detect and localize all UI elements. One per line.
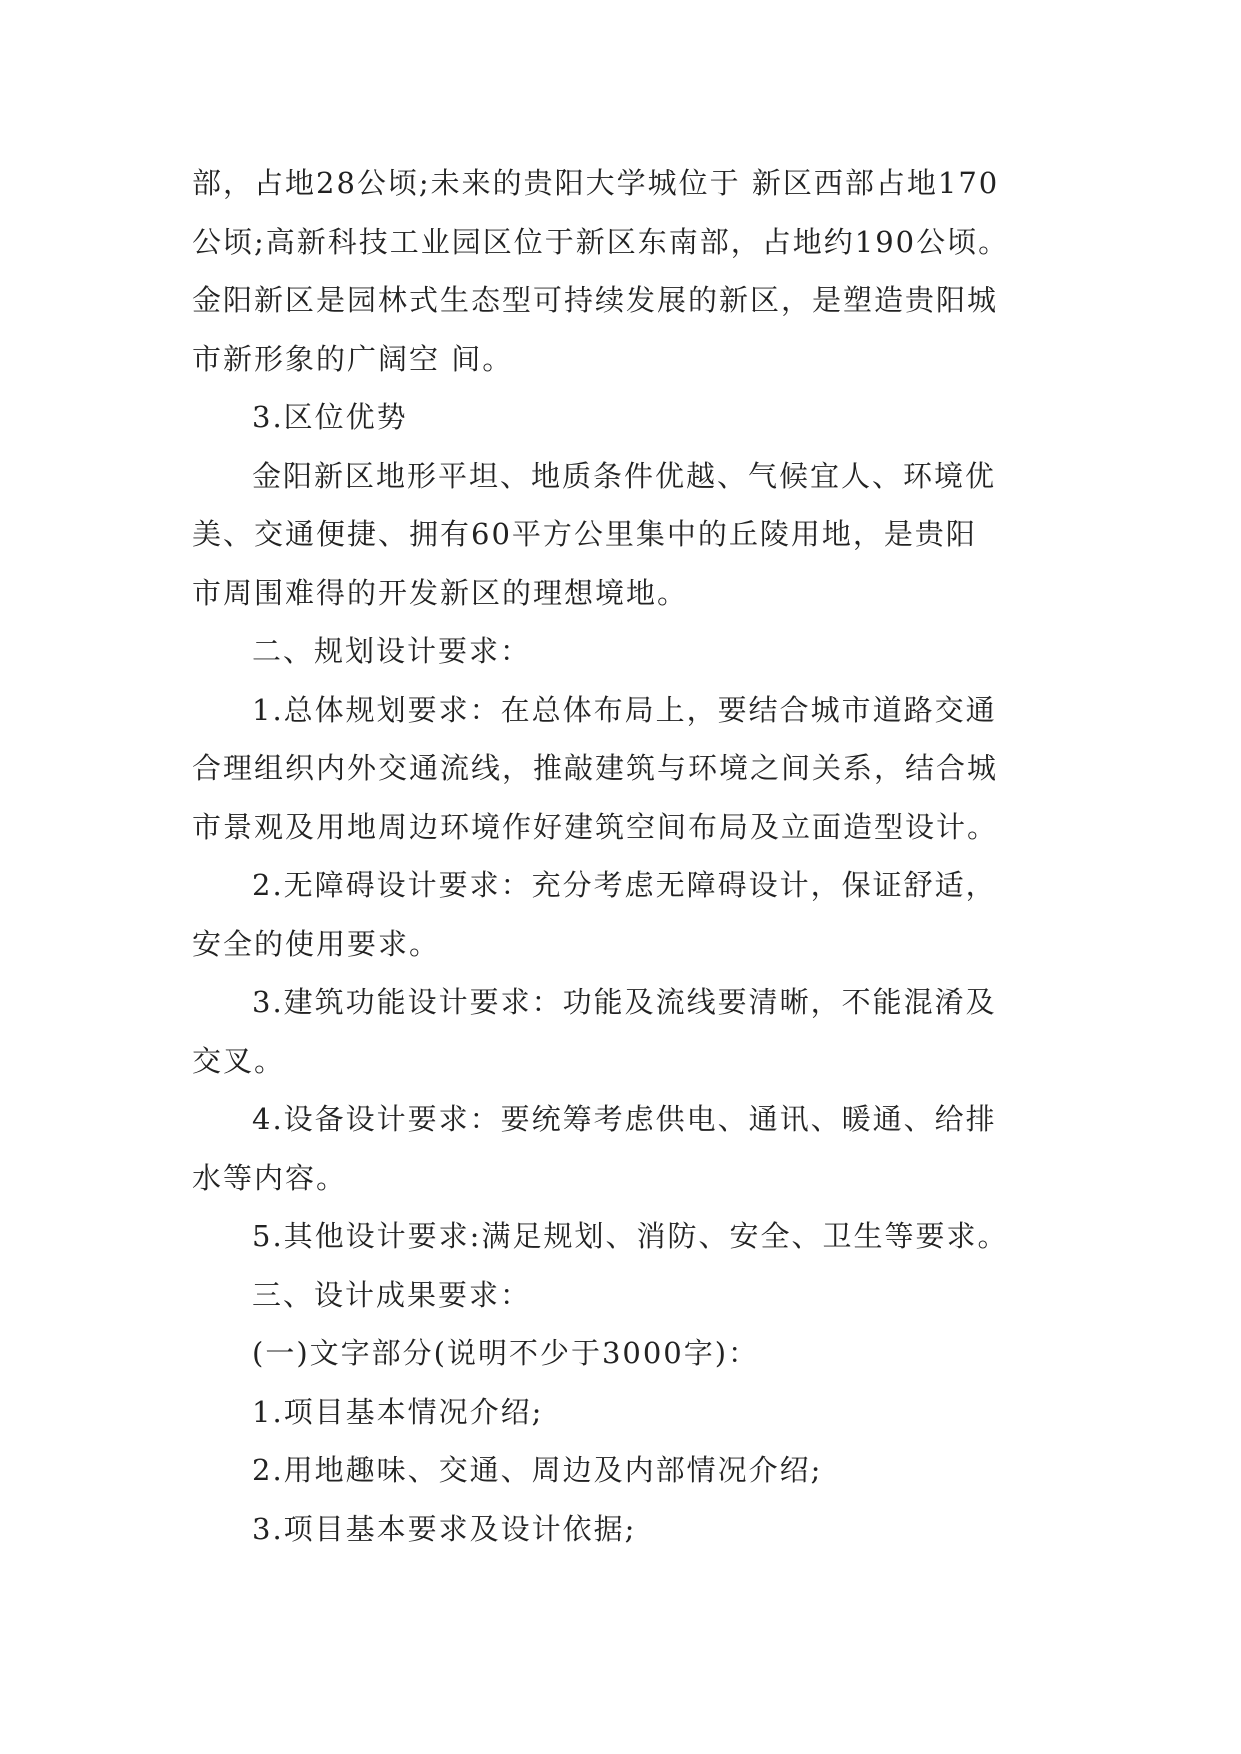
text-line: 安全的使用要求。 [192, 926, 441, 961]
list-item: 2.用地趣味、交通、周边及内部情况介绍; [252, 1453, 823, 1487]
text-line: (一)文字部分(说明不少于3000字)： [252, 1336, 760, 1370]
section-heading: 二、规划设计要求： [252, 634, 532, 668]
text-line: 金阳新区是园林式生态型可持续发展的新区，是塑造贵阳城 [192, 283, 999, 317]
text-line: 金阳新区地形平坦、地质条件优越、气候宜人、环境优 [252, 458, 997, 493]
text-line: 4.设备设计要求：要统筹考虑供电、通讯、暖通、给排 [252, 1102, 997, 1136]
text-line: 市周围难得的开发新区的理想境地。 [192, 575, 689, 610]
section-heading: 3.区位优势 [252, 400, 408, 434]
text-line: 市景观及用地周边环境作好建筑空间布局及立面造型设计。 [192, 809, 999, 844]
list-item: 1.项目基本情况介绍; [252, 1394, 544, 1429]
text-line: 公顷;高新科技工业园区位于新区东南部，占地约190公顷。 [192, 224, 1010, 259]
text-line: 1.总体规划要求：在总体布局上，要结合城市道路交通 [252, 692, 997, 727]
document-body [192, 154, 1052, 1558]
list-item: 3.项目基本要求及设计依据; [252, 1511, 637, 1546]
text-line: 5.其他设计要求:满足规划、消防、安全、卫生等要求。 [252, 1219, 1009, 1253]
text-line: 市新形象的广阔空 间。 [192, 341, 514, 376]
text-line: 交叉。 [192, 1043, 286, 1078]
text-line: 合理组织内外交通流线，推敲建筑与环境之间关系，结合城 [192, 751, 999, 785]
text-line: 美、交通便捷、拥有60平方公里集中的丘陵用地，是贵阳 [192, 517, 977, 551]
text-line: 水等内容。 [192, 1160, 348, 1195]
text-line: 2.无障碍设计要求：充分考虑无障碍设计，保证舒适， [252, 868, 997, 902]
text-line: 部，占地28公顷;未来的贵阳大学城位于 新区西部占地170 [192, 166, 1000, 200]
section-heading: 三、设计成果要求： [252, 1277, 532, 1312]
text-line: 3.建筑功能设计要求：功能及流线要清晰，不能混淆及 [252, 985, 997, 1019]
